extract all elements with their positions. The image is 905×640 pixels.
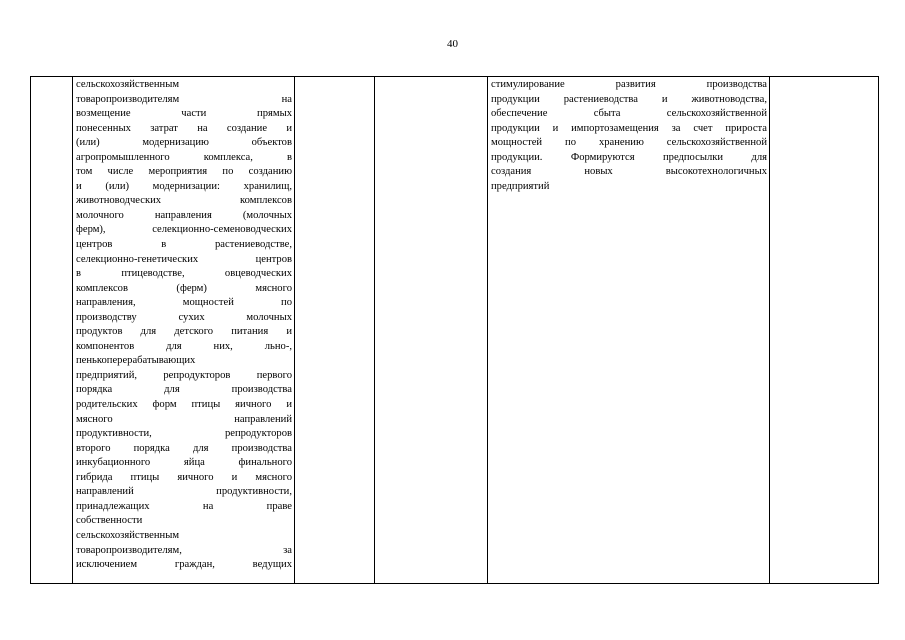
table-cell-3 — [295, 77, 375, 584]
text-line: инкубационного яйца финального — [76, 457, 292, 469]
table-row — [31, 77, 879, 584]
text-line: производству сухих молочных — [76, 311, 292, 323]
text-line: продуктов для детского питания и — [76, 326, 292, 338]
document-table — [30, 76, 879, 584]
text-line: в птицеводстве, овцеводческих — [76, 268, 292, 280]
text-line: селекционно-генетических центров — [76, 253, 292, 265]
text-line: возмещение части прямых — [76, 108, 292, 120]
text-line: (или) модернизацию объектов — [76, 137, 292, 149]
text-line: компонентов для них, льно-, — [76, 340, 292, 352]
table-cell-1 — [31, 77, 73, 584]
text-line: животноводческих комплексов — [76, 195, 292, 207]
text-line: стимулирование развития производства — [491, 79, 767, 90]
text-line: родительских форм птицы яичного и — [76, 399, 292, 411]
text-line: пенькоперерабатывающих — [76, 355, 196, 367]
text-line: агропромышленного комплекса, в — [76, 151, 292, 163]
text-line: молочного направления (молочных — [76, 209, 292, 221]
text-line: принадлежащих на праве — [76, 500, 292, 512]
text-line: и (или) модернизации: хранилищ, — [76, 180, 292, 192]
text-line: мясного направлений — [76, 413, 292, 425]
text-line: товаропроизводителям на — [76, 93, 292, 105]
text-line: направлений продуктивности, — [76, 486, 292, 498]
text-line: понесенных затрат на создание и — [76, 122, 292, 134]
text-line: ферм), селекционно-семеноводческих — [76, 224, 292, 236]
description-text — [73, 77, 294, 573]
text-line: сельскохозяйственным — [76, 79, 180, 90]
text-line: гибрида птицы яичного и мясного — [76, 471, 292, 483]
text-line: том числе мероприятия по созданию — [76, 166, 292, 178]
table-cell-6 — [770, 77, 879, 584]
table-cell-4 — [375, 77, 488, 584]
text-line: продукции растениеводства и животноводства, — [491, 93, 767, 105]
text-line: второго порядка для производства — [76, 442, 292, 454]
text-line: предприятий, репродукторов первого — [76, 369, 292, 381]
text-line: обеспечение сбыта сельскохозяйственной — [491, 108, 767, 120]
text-line: направления, мощностей по — [76, 297, 292, 309]
text-line: продукции и импортозамещения за счет прироста — [491, 122, 767, 134]
text-line: центров в растениеводстве, — [76, 239, 292, 251]
text-line: порядка для производства — [76, 384, 292, 396]
table-cell-description — [73, 77, 295, 584]
text-line: комплексов (ферм) мясного — [76, 282, 292, 294]
text-line: создания новых высокотехнологичных — [491, 166, 767, 178]
text-line: предприятий — [491, 180, 550, 192]
table-cell-result — [488, 77, 770, 584]
result-text — [488, 77, 769, 194]
text-line: товаропроизводителям, за — [76, 544, 292, 556]
text-line: мощностей по хранению сельскохозяйственной — [491, 137, 767, 149]
text-line: собственности — [76, 515, 143, 527]
text-line: исключением граждан, ведущих — [76, 559, 292, 571]
text-line: продукции. Формируются предпосылки для — [491, 151, 767, 163]
text-line: продуктивности, репродукторов — [76, 428, 292, 440]
page-number: 40 — [447, 38, 458, 50]
text-line: сельскохозяйственным — [76, 529, 180, 541]
